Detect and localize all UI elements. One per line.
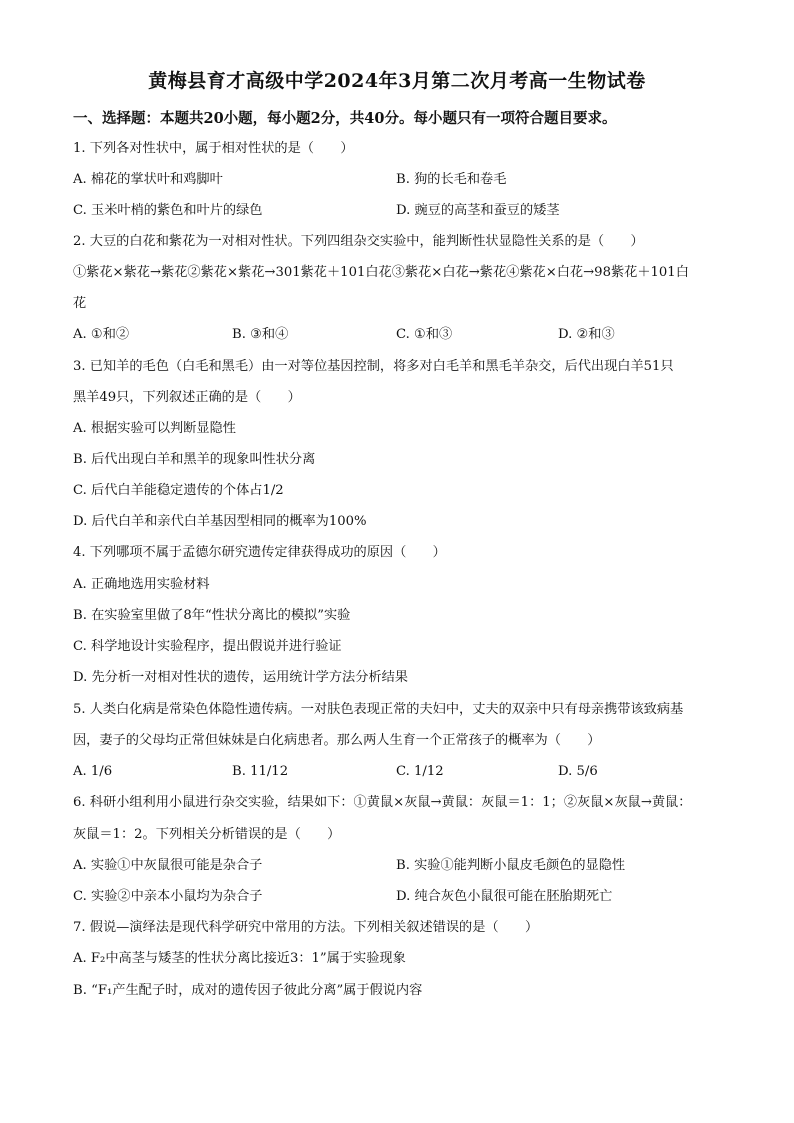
question-4-option-a: A. 正确地选用实验材料 [73,577,210,592]
question-3-option-a: A. 根据实验可以判断显隐性 [73,421,236,436]
question-5-option-b: B. 11/12 [232,764,289,779]
question-6-stem: 6. 科研小组利用小鼠进行杂交实验，结果如下：①黄鼠×灰鼠→黄鼠：灰鼠＝1：1；②灰鼠×灰鼠→黄鼠： [73,795,692,810]
question-4-stem: 4. 下列哪项不属于孟德尔研究遗传定律获得成功的原因（ ） [73,545,446,560]
question-3-stem-line-2: 黑羊49只，下列叙述正确的是（ ） [73,390,301,405]
question-4-option-d: D. 先分析一对相对性状的遗传，运用统计学方法分析结果 [73,670,408,685]
question-6-option-a: A. 实验①中灰鼠很可能是杂合子 [73,858,263,873]
question-6-stem-line-2: 灰鼠＝1：2。下列相关分析错误的是（ ） [73,827,341,842]
question-5-option-c: C. 1/12 [396,764,444,779]
question-1-option-d: D. 豌豆的高茎和蚕豆的矮茎 [396,203,560,218]
question-1-stem: 1. 下列各对性状中，属于相对性状的是（ ） [73,141,354,156]
question-1-option-b: B. 狗的长毛和卷毛 [396,172,507,187]
question-6-option-d: D. 纯合灰色小鼠很可能在胚胎期死亡 [396,889,613,904]
question-3-option-c: C. 后代白羊能稳定遗传的个体占1/2 [73,483,284,498]
exam-title: 黄梅县育才高级中学2024年3月第二次月考高一生物试卷 [148,70,646,92]
question-7-option-a: A. F₂中高茎与矮茎的性状分离比接近3：1”属于实验现象 [73,951,406,966]
question-5-option-d: D. 5/6 [558,764,598,779]
question-7-option-b: B. “F₁产生配子时，成对的遗传因子彼此分离”属于假说内容 [73,983,423,998]
question-5-option-a: A. 1/6 [73,764,113,779]
section-heading: 一、选择题：本题共20小题，每小题2分，共40分。每小题只有一项符合题目要求。 [73,110,617,127]
question-1-option-c: C. 玉米叶梢的紫色和叶片的绿色 [73,203,263,218]
question-2-stem-line-2: ①紫花×紫花→紫花②紫花×紫花→301紫花＋101白花③紫花×白花→紫花④紫花×白花→98紫花＋101白 [73,265,689,280]
question-3-option-b: B. 后代出现白羊和黑羊的现象叫性状分离 [73,452,316,467]
question-4-option-b: B. 在实验室里做了8年“性状分离比的模拟”实验 [73,608,351,623]
question-5-stem: 5. 人类白化病是常染色体隐性遗传病。一对肤色表现正常的夫妇中，丈夫的双亲中只有母亲携带该致病基 [73,702,684,717]
question-2-option-c: C. ①和③ [396,327,453,342]
question-3-stem: 3. 已知羊的毛色（白毛和黑毛）由一对等位基因控制，将多对白毛羊和黑毛羊杂交，后代出现白羊51只 [73,359,674,374]
question-6-option-c: C. 实验②中亲本小鼠均为杂合子 [73,889,263,904]
question-7-stem: 7. 假说—演绎法是现代科学研究中常用的方法。下列相关叙述错误的是（ ） [73,920,539,935]
question-2-option-b: B. ③和④ [232,327,289,342]
question-2-option-d: D. ②和③ [558,327,615,342]
question-4-option-c: C. 科学地设计实验程序，提出假说并进行验证 [73,639,342,654]
question-1-option-a: A. 棉花的掌状叶和鸡脚叶 [73,172,223,187]
question-5-stem-line-2: 因，妻子的父母均正常但妹妹是白化病患者。那么两人生育一个正常孩子的概率为（ ） [73,733,601,748]
question-2-option-a: A. ①和② [73,327,130,342]
question-3-option-d: D. 后代白羊和亲代白羊基因型相同的概率为100% [73,514,367,529]
question-2-stem: 2. 大豆的白花和紫花为一对相对性状。下列四组杂交实验中，能判断性状显隐性关系的是（ ） [73,234,644,249]
question-2-stem-line-3: 花 [73,296,87,311]
question-6-option-b: B. 实验①能判断小鼠皮毛颜色的显隐性 [396,858,626,873]
